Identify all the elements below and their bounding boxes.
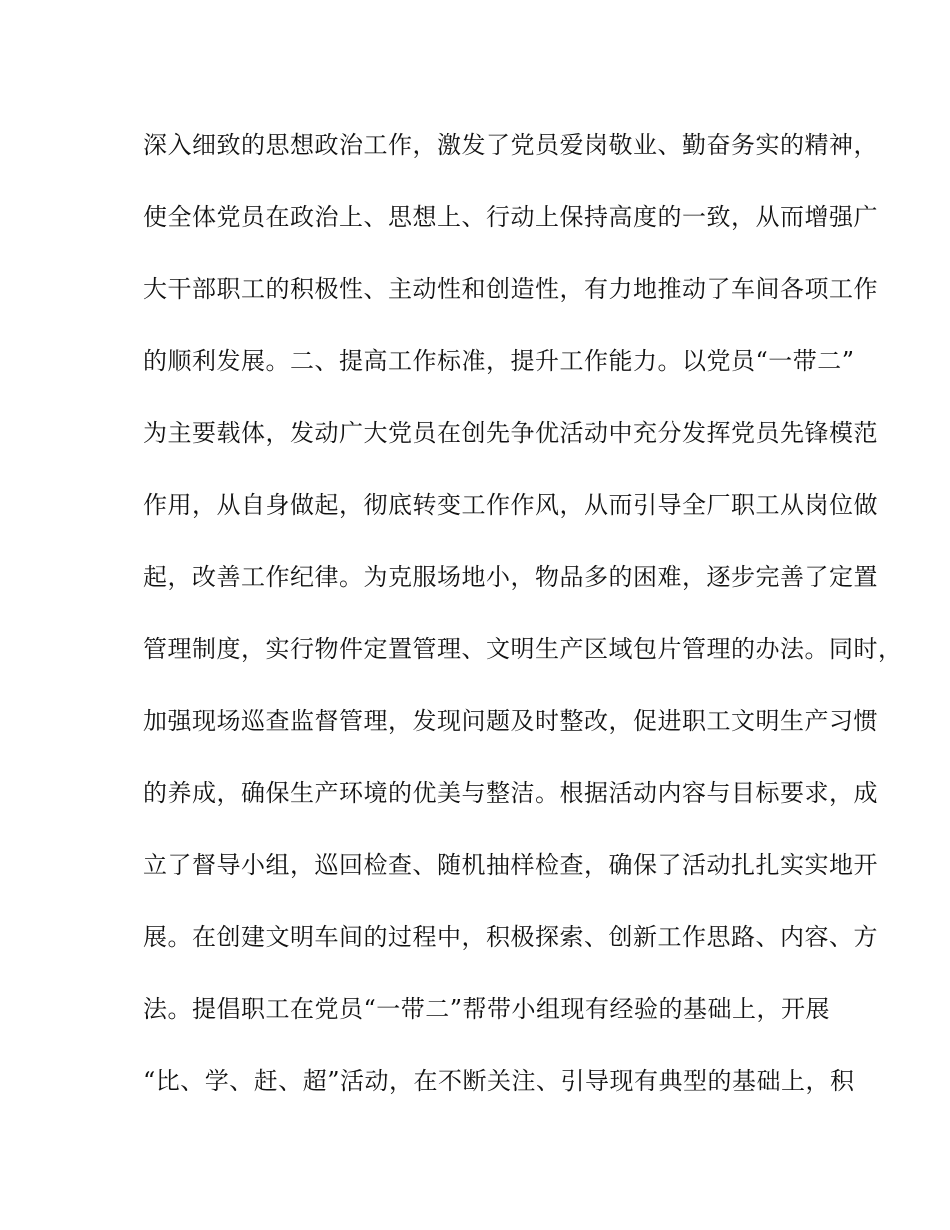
text-line: “比、学、赶、超”活动，在不断关注、引导现有典型的基础上，积 <box>143 1067 855 1095</box>
text-line: 大干部职工的积极性、主动性和创造性，有力地推动了车间各项工作 <box>143 275 878 303</box>
text-line: 使全体党员在政治上、思想上、行动上保持高度的一致，从而增强广 <box>143 203 878 231</box>
text-line: 作用，从自身做起，彻底转变工作作风，从而引导全厂职工从岗位做 <box>143 491 878 519</box>
text-line: 法。提倡职工在党员“一带二”帮带小组现有经验的基础上，开展 <box>143 995 831 1023</box>
body-text <box>143 121 903 1129</box>
text-line: 管理制度，实行物件定置管理、文明生产区域包片管理的办法。同时， <box>143 635 903 663</box>
text-line: 立了督导小组，巡回检查、随机抽样检查，确保了活动扎扎实实地开 <box>143 851 878 879</box>
text-line: 的顺利发展。二、提高工作标准，提升工作能力。以党员“一带二” <box>143 347 855 375</box>
text-line: 展。在创建文明车间的过程中，积极探索、创新工作思路、内容、方 <box>143 923 878 951</box>
text-line: 的养成，确保生产环境的优美与整洁。根据活动内容与目标要求，成 <box>143 779 878 807</box>
text-line: 深入细致的思想政治工作，激发了党员爱岗敬业、勤奋务实的精神， <box>143 131 878 159</box>
text-line: 加强现场巡查监督管理，发现问题及时整改，促进职工文明生产习惯 <box>143 707 878 735</box>
text-line: 起，改善工作纪律。为克服场地小，物品多的困难，逐步完善了定置 <box>143 563 878 591</box>
text-line: 为主要载体，发动广大党员在创先争优活动中充分发挥党员先锋模范 <box>143 419 878 447</box>
